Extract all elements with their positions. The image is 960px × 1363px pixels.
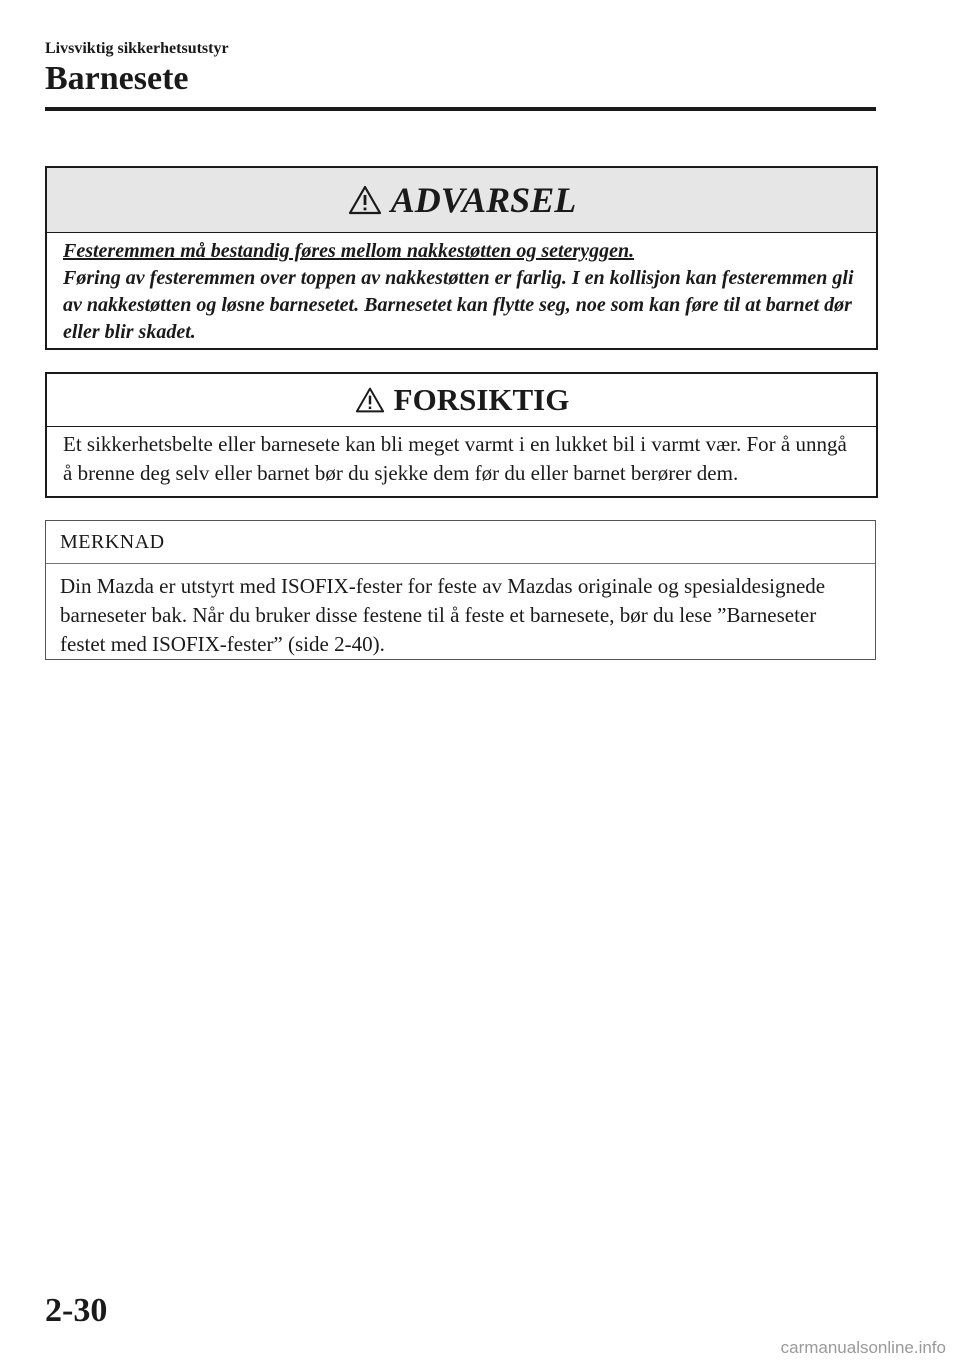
alert-triangle-icon bbox=[347, 184, 383, 216]
warning-text: Føring av festeremmen over toppen av nakkestøtten er farlig. I en kollisjon kan festeremmen gli av nakkestøtten og løsne barnesetet. Barnesetet kan flytte seg, noe som kan føre til at barnet dør eller blir skadet. bbox=[63, 267, 854, 343]
section-label: Livsviktig sikkerhetsutstyr bbox=[45, 40, 229, 57]
caution-label: FORSIKTIG bbox=[393, 382, 570, 417]
caution-box bbox=[45, 372, 878, 498]
note-label: MERKNAD bbox=[60, 530, 165, 553]
caution-header bbox=[47, 374, 876, 427]
caution-body: Et sikkerhetsbelte eller barnesete kan bli meget varmt i en lukket bil i varmt vær. For å unngå å brenne deg selv eller barnet bør du sjekke dem før du eller barnet berører dem. bbox=[63, 432, 847, 485]
warning-label: ADVARSEL bbox=[390, 180, 577, 220]
note-header bbox=[46, 521, 875, 564]
warning-lead-text: Festeremmen må bestandig føres mellom nakkestøtten og seteryggen. bbox=[63, 240, 635, 262]
title-divider bbox=[45, 107, 876, 111]
warning-body bbox=[47, 233, 876, 346]
page-title: Barnesete bbox=[45, 60, 189, 97]
note-box bbox=[45, 520, 876, 660]
warning-header bbox=[47, 168, 876, 233]
note-body: Din Mazda er utstyrt med ISOFIX-fester for feste av Mazdas originale og spesialdesignede barneseter bak. Når du bruker disse festene til å feste et barnesete, bør du lese ”Barneseter festet med ISOFIX-fester” (side 2-40). bbox=[60, 574, 826, 656]
page-number: 2-30 bbox=[45, 1292, 108, 1329]
alert-triangle-icon bbox=[354, 386, 386, 414]
warning-box bbox=[45, 166, 878, 350]
watermark: carmanualsonline.info bbox=[780, 1338, 946, 1357]
